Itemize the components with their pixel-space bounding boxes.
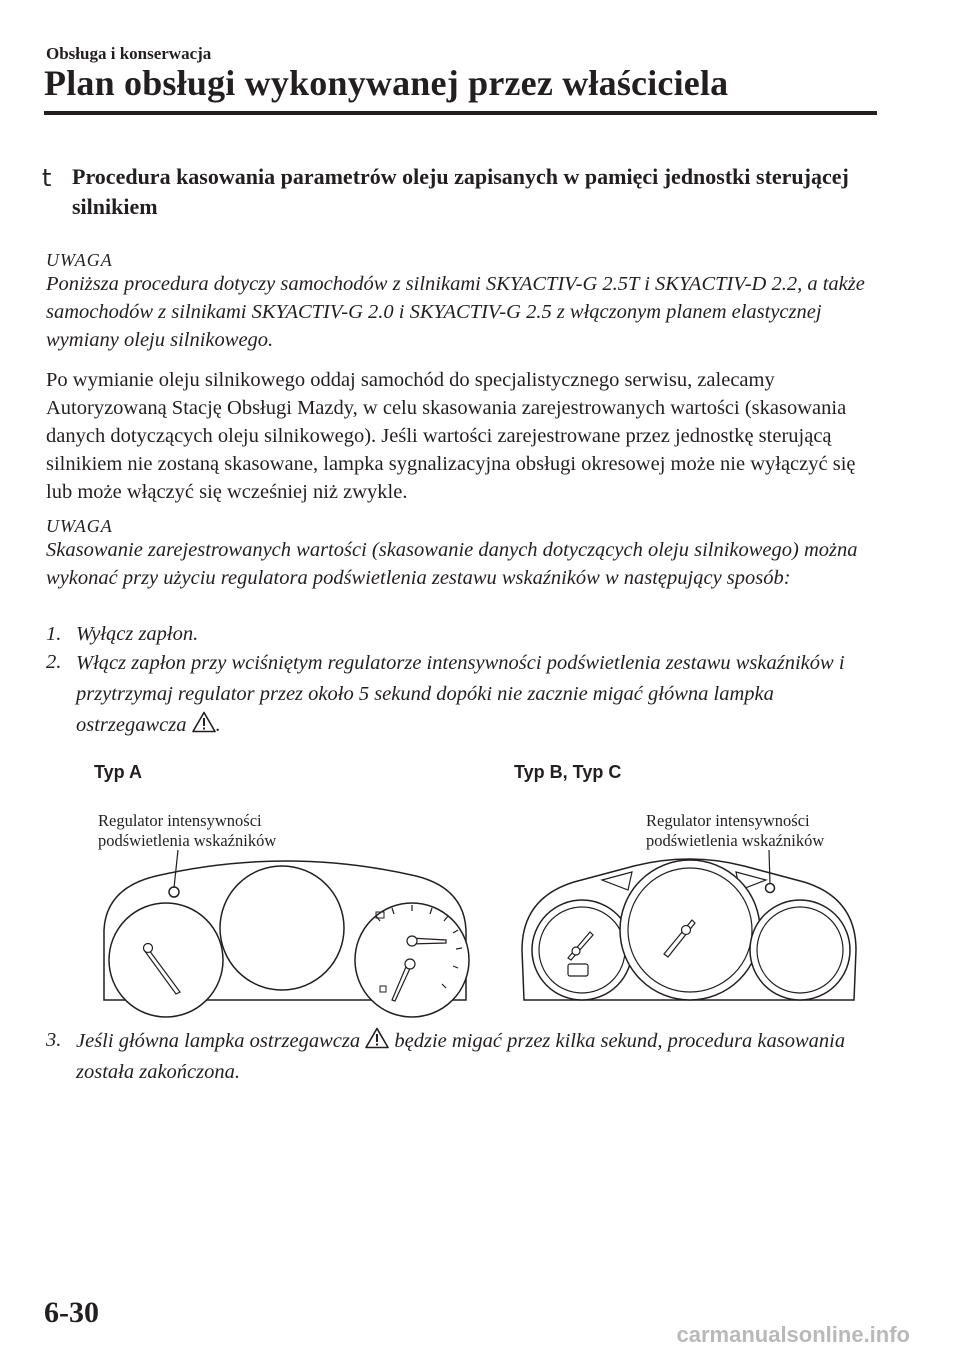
- figure-label-line: podświetlenia wskaźników: [98, 831, 277, 850]
- step-text-content: Włącz zapłon przy wciśniętym regulatorze intensywności podświetlenia zestawu wskaźników i przytrzymaj regulator przez około 5 sekund dopóki nie zacznie migać główna lampka ostrzegawcza: [76, 652, 845, 736]
- needle-hub: [572, 947, 580, 955]
- dimmer-knob: [169, 887, 179, 897]
- needle-hub: [405, 959, 415, 969]
- left-gauge: [109, 903, 223, 1017]
- indicator-arrow: [602, 872, 632, 890]
- needle-hub: [144, 944, 153, 953]
- step-number: 2.: [46, 651, 62, 673]
- warning-triangle-icon: [365, 1027, 389, 1049]
- figure-label-line: podświetlenia wskaźników: [646, 831, 825, 850]
- note-intro: Skasowanie zarejestrowanych wartości (skasowanie danych dotyczących oleju silnikowego) można wykonać przy użyciu regulatora podświetlenia zestawu wskaźników w następujący sposób:: [46, 539, 858, 589]
- page-title: Plan obsługi wykonywanej przez właściciela: [44, 63, 729, 103]
- leader-line: [769, 850, 770, 884]
- instrument-cluster-type-a: [96, 850, 476, 1010]
- step-text: [76, 1026, 876, 1088]
- breadcrumb: Obsługa i konserwacja: [46, 44, 212, 63]
- step-text: [76, 648, 876, 741]
- step-text-before: Jeśli główna lampka ostrzegawcza: [76, 1030, 361, 1052]
- step-number: 1.: [46, 623, 62, 645]
- step-text-end: .: [215, 714, 221, 736]
- needle-hub: [407, 936, 417, 946]
- figure-label-type-bc: [646, 811, 824, 851]
- dimmer-knob: [766, 884, 775, 893]
- page-number: 6-30: [44, 1296, 99, 1329]
- step-text-after: będzie migać przez kilka sekund, procedura kasowania została zakończona.: [76, 1030, 846, 1083]
- leader-line: [174, 850, 178, 888]
- center-gauge: [220, 866, 344, 990]
- right-gauge: [750, 900, 850, 1000]
- section-bullet: t: [42, 164, 52, 192]
- body-paragraph: Po wymianie oleju silnikowego oddaj samochód do specjalistycznego serwisu, zalecamy Autoryzowaną Stację Obsługi Mazdy, w celu skasowania zarejestrowanych wartości (skasowania danych dotyczących oleju silnikowego). Jeśli wartości zarejestrowane przez jednostkę sterującą silnikiem nie zostaną skasowane, lampka sygnalizacyjna obsługi okresowej może nie wyłączyć się lub może włączyć się wcześniej niż zwykle.: [46, 369, 856, 503]
- title-rule: [44, 111, 877, 115]
- figure-title-type-a: Typ A: [94, 762, 142, 782]
- figure-label-line: Regulator intensywności: [646, 811, 810, 830]
- watermark: carmanualsonline.info: [676, 1322, 910, 1347]
- warning-triangle-icon: [192, 711, 216, 733]
- step-text: Wyłącz zapłon.: [76, 623, 199, 645]
- figure-label-type-a: [98, 811, 276, 851]
- instrument-cluster-type-bc: [514, 850, 864, 1010]
- needle-hub: [682, 926, 691, 935]
- figure-label-line: Regulator intensywności: [98, 811, 262, 830]
- figure-title-type-bc: Typ B, Typ C: [514, 762, 622, 782]
- note-label: UWAGA: [46, 516, 113, 536]
- section-heading: Procedura kasowania parametrów oleju zapisanych w pamięci jednostki sterującej silnikiem: [72, 164, 849, 219]
- note-label: UWAGA: [46, 250, 113, 270]
- step-number: 3.: [46, 1029, 62, 1051]
- note-text: Poniższa procedura dotyczy samochodów z silnikami SKYACTIV-G 2.5T i SKYACTIV-D 2.2, a także samochodów z silnikami SKYACTIV-G 2.0 i SKYACTIV-G 2.5 z włączonym planem elastycznej wymiany oleju silnikowego.: [46, 273, 865, 351]
- left-gauge: [532, 900, 632, 1000]
